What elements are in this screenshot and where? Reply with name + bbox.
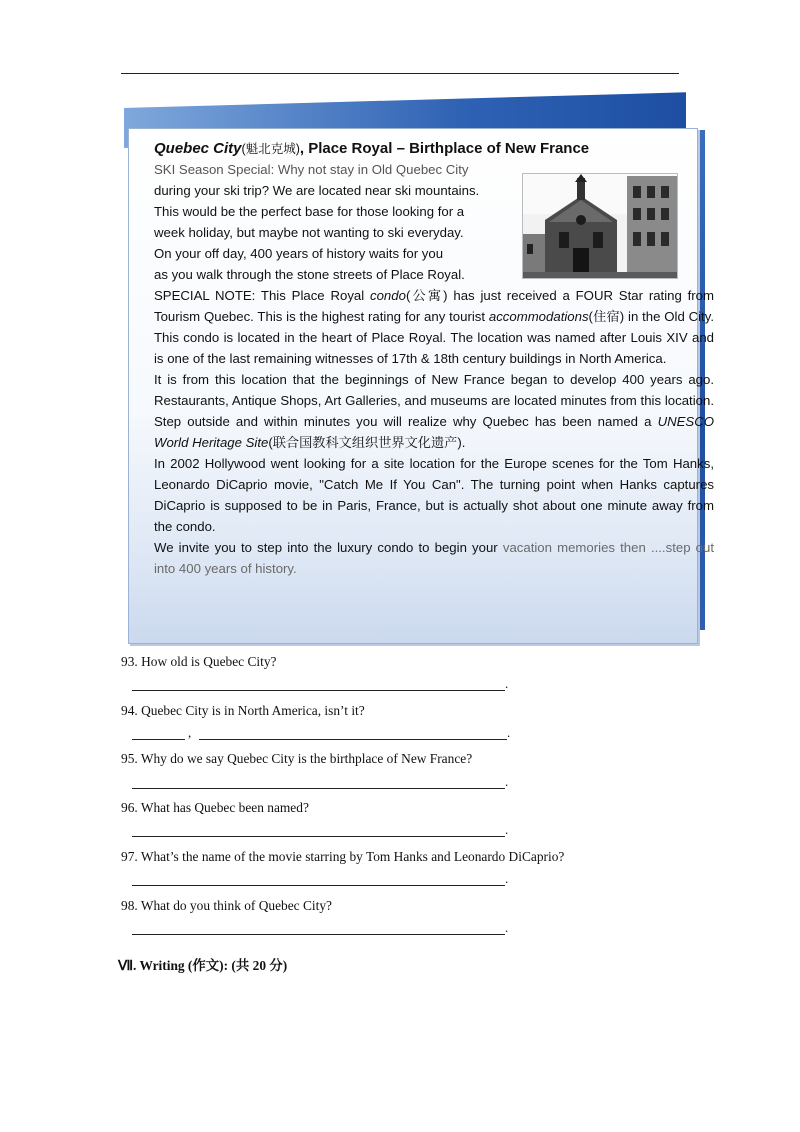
answer-line-95[interactable] — [132, 788, 505, 790]
question-96: 96. What has Quebec been named? — [121, 800, 309, 815]
answer-line-98[interactable] — [132, 934, 505, 936]
invite-paragraph: We invite you to step into the luxury condo to begin your vacation memories then ....step out into 400 years of history. — [154, 540, 714, 576]
answer-line-93[interactable] — [132, 690, 505, 692]
writing-section-heading: Ⅶ. Writing (作文): (共 20 分) — [118, 958, 288, 973]
header-rule — [121, 73, 679, 74]
intro-line-1: SKI Season Special: Why not stay in Old Quebec City — [154, 162, 469, 177]
answer-line-96[interactable] — [132, 836, 505, 838]
question-93: 93. How old is Quebec City? — [121, 654, 277, 669]
intro-line-5: On your off day, 400 years of history waits for you — [154, 246, 444, 261]
question-94: 94. Quebec City is in North America, isn’t it? — [121, 703, 365, 718]
intro-line-3: This would be the perfect base for those looking for a — [154, 204, 465, 219]
question-98: 98. What do you think of Quebec City? — [121, 898, 332, 913]
question-95: 95. Why do we say Quebec City is the birthplace of New France? — [121, 751, 473, 766]
answer-line-94a[interactable] — [132, 739, 185, 741]
intro-line-2: during your ski trip? We are located near ski mountains. — [154, 183, 480, 198]
passage-title: Quebec City(魁北克城), Place Royal – Birthplace of New France — [154, 140, 590, 157]
special-note-paragraph: SPECIAL NOTE: This Place Royal condo(公寓) has just received a FOUR Star rating from Tourism Quebec. This is the highest rating for any tourist accommodations(住宿) in the Old City. This condo is located in the heart of Place Royal. The location was named after Louis XIV and is one of the last remaining witnesses of 17th & 18th century buildings in North America. — [154, 288, 714, 366]
answer-line-97[interactable] — [132, 885, 505, 887]
passage-text — [154, 138, 714, 579]
history-paragraph: It is from this location that the beginnings of New France began to develop 400 years ago. Restaurants, Antique Shops, Art Galleries, and museums are located minutes from this location. Step outside and within minutes you will realize why Quebec has been named a UNESCO World Heritage Site(联合国教科文组织世界文化遗产). — [154, 372, 714, 450]
answer-line-94b[interactable] — [199, 739, 507, 741]
intro-line-6: as you walk through the stone streets of Place Royal. — [154, 267, 465, 282]
intro-line-4: week holiday, but maybe not wanting to ski everyday. — [154, 225, 464, 240]
movie-paragraph: In 2002 Hollywood went looking for a site location for the Europe scenes for the Tom Hanks, Leonardo DiCaprio movie, "Catch Me If You Can". The turning point when Hanks captures DiCaprio is supposed to be in Paris, France, but is actually shot about one minute away from the condo. — [154, 456, 714, 534]
question-97: 97. What’s the name of the movie starring by Tom Hanks and Leonardo DiCaprio? — [121, 849, 565, 864]
